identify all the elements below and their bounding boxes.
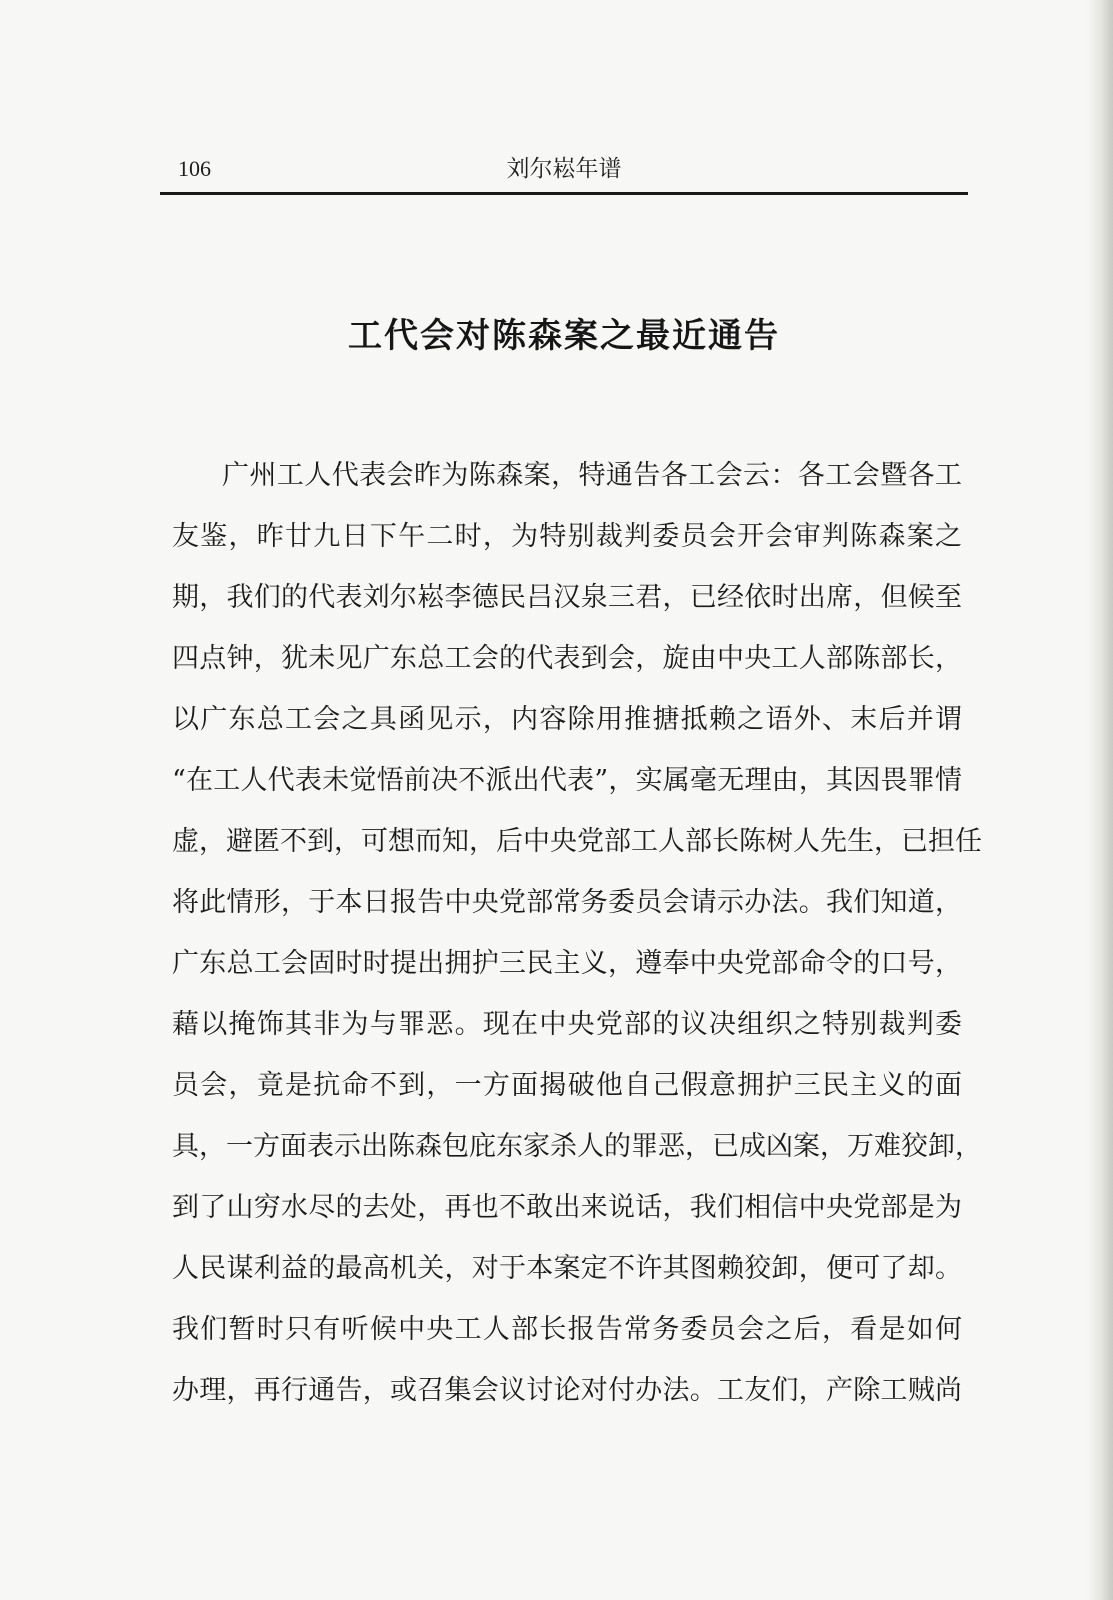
page-header <box>160 150 968 192</box>
body-line: 办理，再行通告，或召集会议讨论对付办法。工友们，产除工贼尚 <box>172 1375 962 1406</box>
body-line: 期，我们的代表刘尔崧李德民吕汉泉三君，已经依时出席，但候至 <box>172 582 962 613</box>
article-title: 工代会对陈森案之最近通告 <box>348 316 780 356</box>
body-line: 员会，竟是抗命不到，一方面揭破他自己假意拥护三民主义的面 <box>172 1070 962 1101</box>
body-line: 广州工人代表会昨为陈森案，特通告各工会云：各工会暨各工 <box>222 460 962 491</box>
page-edge-shadow <box>1087 0 1113 1600</box>
header-rule <box>160 192 968 195</box>
body-line: 以广东总工会之具函见示，内容除用推搪抵赖之语外、末后并谓 <box>172 704 962 735</box>
body-line: 将此情形，于本日报告中央党部常务委员会请示办法。我们知道， <box>172 887 962 918</box>
body-line: 虚，避匿不到，可想而知，后中央党部工人部长陈树人先生，已担任 <box>172 826 982 857</box>
body-line: 具，一方面表示出陈森包庇东家杀人的罪恶，已成凶案，万难狡卸， <box>172 1131 982 1162</box>
running-title: 刘尔崧年谱 <box>506 156 622 182</box>
body-line: “在工人代表未觉悟前决不派出代表”，实属毫无理由，其因畏罪情 <box>172 765 962 796</box>
body-line: 四点钟，犹未见广东总工会的代表到会，旋由中央工人部陈部长， <box>172 643 962 674</box>
page-number: 106 <box>178 156 211 181</box>
body-line: 人民谋利益的最高机关，对于本案定不许其图赖狡卸，便可了却。 <box>172 1253 962 1284</box>
article-body <box>172 445 982 1421</box>
body-line: 广东总工会固时时提出拥护三民主义，遵奉中央党部命令的口号， <box>172 948 962 979</box>
body-line: 到了山穷水尽的去处，再也不敢出来说话，我们相信中央党部是为 <box>172 1192 962 1223</box>
body-line: 我们暂时只有听候中央工人部长报告常务委员会之后，看是如何 <box>172 1314 962 1345</box>
body-line: 友鉴，昨廿九日下午二时，为特别裁判委员会开会审判陈森案之 <box>172 521 962 552</box>
body-line: 藉以掩饰其非为与罪恶。现在中央党部的议决组织之特别裁判委 <box>172 1009 962 1040</box>
